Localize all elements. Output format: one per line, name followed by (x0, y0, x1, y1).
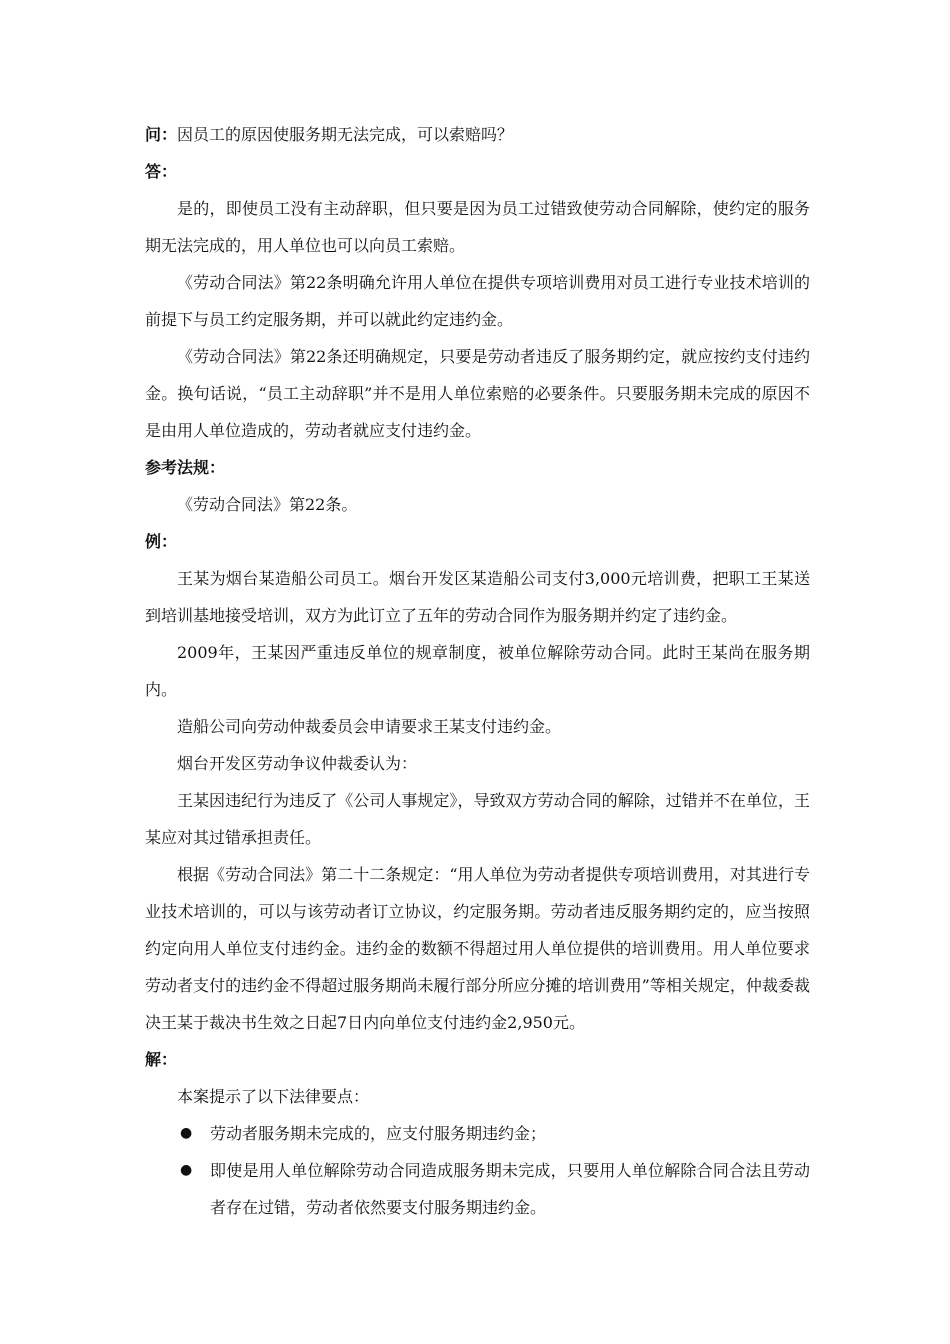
bullet-text: 劳动者服务期未完成的，应支付服务期违约金； (210, 1124, 547, 1143)
bullet-text: 即使是用人单位解除劳动合同造成服务期未完成，只要用人单位解除合同合法且劳动者存在过错，劳动者依然要支付服务期违约金。 (210, 1161, 810, 1217)
question-text: 因员工的原因使服务期无法完成，可以索赔吗？ (177, 125, 514, 144)
reference-label: 参考法规： (145, 458, 226, 477)
example-paragraph: 王某因违纪行为违反了《公司人事规定》，导致双方劳动合同的解除，过错并不在单位，王某应对其过错承担责任。 (145, 791, 810, 847)
question-heading (145, 116, 810, 153)
example-paragraph: 王某为烟台某造船公司员工。烟台开发区某造船公司支付3,000元培训费，把职工王某送到培训基地接受培训，双方为此订立了五年的劳动合同作为服务期并约定了违约金。 (145, 569, 810, 625)
example-paragraph: 根据《劳动合同法》第二十二条规定：“用人单位为劳动者提供专项培训费用，对其进行专业技术培训的，可以与该劳动者订立协议，约定服务期。劳动者违反服务期约定的，应当按照约定向用人单位支付违约金。违约金的数额不得超过用人单位提供的培训费用。用人单位要求劳动者支付的违约金不得超过服务期尚未履行部分所应分摊的培训费用”等相关规定，仲裁委裁决王某于裁决书生效之日起7日内向单位支付违约金2,950元。 (145, 865, 810, 1032)
list-item (145, 1152, 810, 1226)
list-item (145, 1115, 810, 1152)
example-paragraph: 2009年，王某因严重违反单位的规章制度，被单位解除劳动合同。此时王某尚在服务期内。 (145, 643, 810, 699)
question-label: 问： (145, 125, 178, 144)
document-page (145, 116, 810, 1226)
example-paragraph: 烟台开发区劳动争议仲裁委认为： (177, 754, 418, 773)
answer-paragraph: 《劳动合同法》第22条明确允许用人单位在提供专项培训费用对员工进行专业技术培训的前提下与员工约定服务期，并可以就此约定违约金。 (145, 273, 810, 329)
answer-paragraph: 《劳动合同法》第22条还明确规定，只要是劳动者违反了服务期约定，就应按约支付违约金。换句话说，“员工主动辞职”并不是用人单位索赔的必要条件。只要服务期未完成的原因不是由用人单位造成的，劳动者就应支付违约金。 (145, 347, 810, 440)
bullet-icon: ● (180, 1125, 193, 1141)
answer-label: 答： (145, 162, 178, 181)
solution-intro: 本案提示了以下法律要点： (177, 1087, 370, 1106)
answer-paragraph: 是的，即使员工没有主动辞职，但只要是因为员工过错致使劳动合同解除，使约定的服务期无法完成的，用人单位也可以向员工索赔。 (145, 199, 810, 255)
reference-paragraph: 《劳动合同法》第22条。 (177, 495, 358, 514)
solution-bullet-list (145, 1115, 810, 1226)
solution-label: 解： (145, 1050, 178, 1069)
example-label: 例： (145, 532, 178, 551)
example-paragraph: 造船公司向劳动仲裁委员会申请要求王某支付违约金。 (177, 717, 562, 736)
bullet-icon: ● (180, 1162, 193, 1178)
